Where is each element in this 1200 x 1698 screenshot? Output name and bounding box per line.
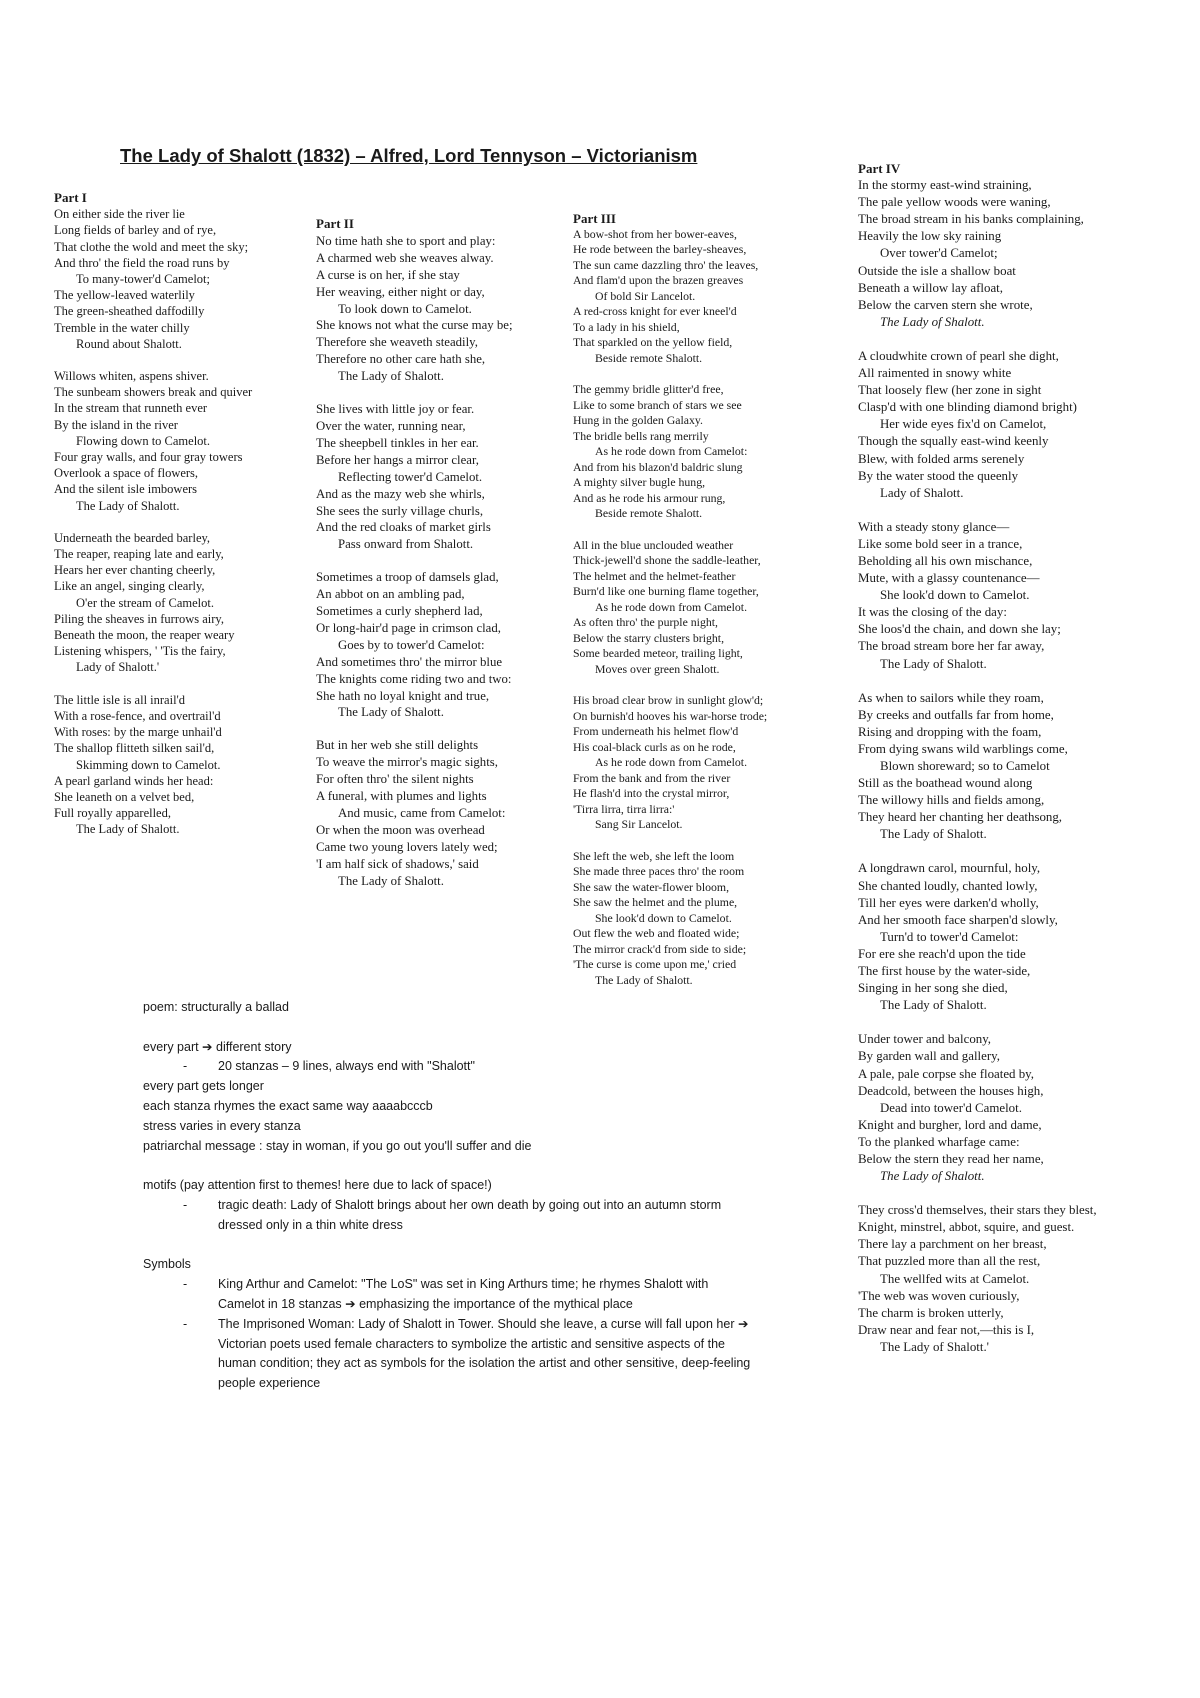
- poem-line: To look down to Camelot.: [338, 301, 472, 316]
- poem-line: Draw near and fear not,—this is I,: [858, 1322, 1035, 1337]
- poem-line: Beholding all his own mischance,: [858, 553, 1033, 568]
- poem-line: And flam'd upon the brazen greaves: [573, 273, 744, 287]
- poem-line: The broad stream bore her far away,: [858, 639, 1045, 654]
- poem-line: And as the mazy web she whirls,: [316, 486, 485, 501]
- poem-line: On either side the river lie: [54, 207, 185, 222]
- poem-line: She left the web, she left the loom: [573, 848, 735, 863]
- poem-line: In the stormy east-wind straining,: [858, 178, 1032, 193]
- poem-line: A cloudwhite crown of pearl she dight,: [858, 348, 1059, 363]
- stanza: [316, 569, 513, 721]
- poem-line: By the island in the river: [54, 417, 178, 432]
- poem-part-3: [573, 211, 767, 1004]
- poem-line: Outside the isle a shallow boat: [858, 263, 1016, 278]
- poem-line: A bow-shot from her bower-eaves,: [573, 226, 737, 241]
- page-title: The Lady of Shalott (1832) – Alfred, Lord Tennyson – Victorianism: [120, 145, 698, 166]
- poem-line: To a lady in his shield,: [573, 319, 680, 334]
- poem-line: Underneath the bearded barley,: [54, 530, 211, 545]
- poem-line: The first house by the water-side,: [858, 964, 1031, 979]
- poem-line: She saw the water-flower bloom,: [573, 879, 730, 894]
- poem-line: The Lady of Shalott.': [880, 1339, 990, 1354]
- poem-line: A longdrawn carol, mournful, holy,: [858, 861, 1041, 876]
- poem-line: The gemmy bridle glitter'd free,: [573, 382, 724, 396]
- poem-line: The green-sheathed daffodilly: [54, 304, 205, 319]
- poem-line: And the red cloaks of market girls: [316, 520, 491, 535]
- poem-line: He rode between the barley-sheaves,: [573, 242, 747, 256]
- poem-line: And the silent isle imbowers: [54, 482, 198, 497]
- stanza: [573, 227, 767, 367]
- stanza: [858, 177, 1097, 331]
- poem-line: Beside remote Shalott.: [595, 350, 703, 365]
- poem-line: A curse is on her, if she stay: [316, 267, 460, 282]
- note-imprisoned-woman: The Imprisoned Woman: Lady of Shalott in Tower. Should she leave, a curse will fall upon her ➔ Victorian poets used female characters to symbolize the artistic and sensitive aspects of the human condition; they act as symbols for the isolation the artist and other sensitive, deep-feeling people experience: [218, 1316, 751, 1391]
- poem-line: A red-cross knight for ever kneel'd: [573, 304, 737, 318]
- poem-line: Piling the sheaves in furrows airy,: [54, 611, 224, 626]
- poem-line: Of bold Sir Lancelot.: [595, 288, 696, 303]
- list-item: - tragic death: Lady of Shalott brings about her own death by going out into an autumn storm dressed only in a thin white dress: [143, 1196, 843, 1236]
- poem-line: As he rode down from Camelot.: [595, 599, 748, 614]
- stanza: [858, 1202, 1097, 1356]
- study-notes: [143, 998, 843, 1394]
- poem-line: In the stream that runneth ever: [54, 401, 208, 416]
- poem-line: Flowing down to Camelot.: [76, 433, 211, 448]
- poem-line: On burnish'd hooves his war-horse trode;: [573, 708, 768, 723]
- poem-line: As often thro' the purple night,: [573, 615, 718, 629]
- poem-line: Till her eyes were darken'd wholly,: [858, 895, 1039, 910]
- poem-line: For often thro' the silent nights: [316, 772, 474, 787]
- note-rhymes: each stanza rhymes the exact same way aaaabcccb: [143, 1098, 433, 1113]
- stanza: [54, 530, 252, 676]
- poem-line: And her smooth face sharpen'd slowly,: [858, 912, 1058, 927]
- poem-line: She knows not what the curse may be;: [316, 318, 513, 333]
- poem-line: And sometimes thro' the mirror blue: [316, 654, 503, 669]
- poem-line: 'The web was woven curiously,: [858, 1288, 1020, 1303]
- poem-line: Singing in her song she died,: [858, 981, 1008, 996]
- poem-line: Hung in the golden Galaxy.: [573, 413, 703, 427]
- poem-line: As when to sailors while they roam,: [858, 690, 1044, 705]
- poem-line: Willows whiten, aspens shiver.: [54, 369, 209, 384]
- poem-line: And thro' the field the road runs by: [54, 255, 230, 270]
- poem-line: Lady of Shalott.: [880, 485, 964, 500]
- poem-line: That puzzled more than all the rest,: [858, 1254, 1041, 1269]
- part-heading: Part I: [54, 190, 87, 205]
- poem-line: She look'd down to Camelot.: [595, 910, 732, 925]
- part-heading: Part IV: [858, 161, 901, 176]
- poem-line: Pass onward from Shalott.: [338, 537, 474, 552]
- poem-line: With a rose-fence, and overtrail'd: [54, 708, 221, 723]
- poem-line: Therefore she weaveth steadily,: [316, 335, 478, 350]
- poem-line: The reaper, reaping late and early,: [54, 547, 224, 562]
- poem-line: Beside remote Shalott.: [595, 506, 703, 520]
- poem-line: Still as the boathead wound along: [858, 776, 1033, 791]
- poem-line: From dying swans wild warblings come,: [858, 741, 1068, 756]
- poem-line: A pale, pale corpse she floated by,: [858, 1066, 1034, 1081]
- note-longer: every part gets longer: [143, 1079, 264, 1094]
- poem-line: She chanted loudly, chanted lowly,: [858, 878, 1038, 893]
- poem-line: Listening whispers, ' 'Tis the fairy,: [54, 644, 226, 659]
- poem-line: She sees the surly village churls,: [316, 503, 484, 518]
- poem-line: Mute, with a glassy countenance—: [858, 571, 1040, 586]
- poem-line: That loosely flew (her zone in sight: [858, 383, 1042, 398]
- part-heading: Part III: [573, 211, 616, 226]
- poem-line: Lady of Shalott.': [76, 660, 160, 675]
- poem-line: By garden wall and gallery,: [858, 1049, 1000, 1064]
- poem-line: The Lady of Shalott.: [880, 1169, 985, 1184]
- poem-line: Reflecting tower'd Camelot.: [338, 469, 483, 484]
- poem-line: Tremble in the water chilly: [54, 320, 190, 335]
- poem-line: Four gray walls, and four gray towers: [54, 450, 243, 465]
- poem-line: That sparkled on the yellow field,: [573, 335, 733, 349]
- poem-line: A funeral, with plumes and lights: [316, 789, 487, 804]
- poem-line: And music, came from Camelot:: [338, 806, 506, 820]
- poem-line: The wellfed wits at Camelot.: [880, 1271, 1030, 1286]
- poem-line: She hath no loyal knight and true,: [316, 688, 490, 703]
- poem-line: To weave the mirror's magic sights,: [316, 755, 498, 770]
- poem-line: The sunbeam showers break and quiver: [54, 385, 253, 400]
- stanza: [858, 348, 1097, 502]
- poem-line: He flash'd into the crystal mirror,: [573, 786, 730, 800]
- poem-line: Under tower and balcony,: [858, 1032, 992, 1047]
- poem-line: The Lady of Shalott.: [338, 369, 444, 384]
- poem-line: A charmed web she weaves alway.: [316, 250, 494, 265]
- poem-line: Blew, with folded arms serenely: [858, 451, 1025, 466]
- note-list-structure: [143, 1057, 843, 1077]
- stanza: [54, 692, 252, 838]
- poem-line: The Lady of Shalott.: [595, 972, 693, 987]
- poem-line: She lives with little joy or fear.: [316, 402, 475, 417]
- poem-line: Sang Sir Lancelot.: [595, 817, 683, 831]
- poem-line: The broad stream in his banks complaining,: [858, 212, 1084, 227]
- poem-line: Heavily the low sky raining: [858, 229, 1002, 244]
- symbols-heading: Symbols: [143, 1257, 191, 1272]
- poem-line: Though the squally east-wind keenly: [858, 434, 1049, 449]
- poem-line: Below the stern they read her name,: [858, 1151, 1044, 1166]
- poem-line: From the bank and from the river: [573, 770, 731, 785]
- poem-line: By creeks and outfalls far from home,: [858, 707, 1054, 722]
- poem-line: 'Tirra lirra, tirra lirra:': [573, 801, 675, 816]
- poem-line: But in her web she still delights: [316, 738, 479, 753]
- poem-line: Hears her ever chanting cheerly,: [54, 563, 216, 578]
- poem-line: Rising and dropping with the foam,: [858, 724, 1042, 739]
- poem-line: Knight, minstrel, abbot, squire, and guest.: [858, 1220, 1075, 1235]
- note-tragic-death: tragic death: Lady of Shalott brings about her own death by going out into an autumn storm dressed only in a thin white dress: [218, 1197, 722, 1232]
- note-stanzas: 20 stanzas – 9 lines, always end with "Shalott": [218, 1059, 475, 1074]
- poem-line: Knight and burgher, lord and dame,: [858, 1117, 1042, 1132]
- symbols-list: [143, 1275, 843, 1394]
- poem-line: She look'd down to Camelot.: [880, 588, 1030, 603]
- stanza: [858, 1031, 1097, 1185]
- stanza: [858, 519, 1097, 673]
- poem-line: She made three paces thro' the room: [573, 864, 745, 878]
- note-patriarchal: patriarchal message : stay in woman, if you go out you'll suffer and die: [143, 1138, 532, 1153]
- poem-line: The Lady of Shalott.: [880, 656, 987, 671]
- stanza: [573, 849, 767, 989]
- note-ballad: poem: structurally a ballad: [143, 1000, 289, 1014]
- poem-line: The Lady of Shalott.: [338, 705, 444, 720]
- poem-line: The pale yellow woods were waning,: [858, 195, 1051, 210]
- poem-line: Overlook a space of flowers,: [54, 466, 199, 481]
- poem-line: The mirror crack'd from side to side;: [573, 941, 747, 956]
- poem-line: Beneath a willow lay afloat,: [858, 280, 1003, 295]
- poem-line: Beneath the moon, the reaper weary: [54, 628, 235, 643]
- poem-line: The Lady of Shalott.: [880, 998, 987, 1013]
- part-heading: Part II: [316, 216, 354, 231]
- motifs-list: [143, 1196, 843, 1236]
- poem-line: The bridle bells rang merrily: [573, 428, 709, 443]
- poem-line: 'I am half sick of shadows,' said: [316, 856, 479, 871]
- note-every-part: every part ➔ different story: [143, 1039, 292, 1054]
- stanza: [316, 401, 513, 553]
- stanza: [54, 368, 252, 514]
- stanza: [573, 538, 767, 678]
- poem-line: Or when the moon was overhead: [316, 822, 485, 837]
- poem-line: Clasp'd with one blinding diamond bright): [858, 400, 1077, 415]
- stanza: [858, 690, 1097, 844]
- poem-line: As he rode down from Camelot:: [595, 444, 748, 458]
- poem-line: An abbot on an ambling pad,: [316, 587, 465, 602]
- poem-line: The little isle is all inrail'd: [54, 692, 186, 707]
- poem-line: From underneath his helmet flow'd: [573, 724, 739, 738]
- poem-line: Below the starry clusters bright,: [573, 630, 725, 645]
- poem-line: All raimented in snowy white: [858, 366, 1012, 381]
- poem-line: Full royally apparelled,: [54, 806, 171, 821]
- poem-line: Thick-jewell'd shone the saddle-leather,: [573, 553, 761, 567]
- stanza: [573, 382, 767, 522]
- poem-line: Long fields of barley and of rye,: [54, 223, 217, 238]
- motifs-heading: motifs (pay attention first to themes! here due to lack of space!): [143, 1178, 492, 1193]
- poem-line: The yellow-leaved waterlily: [54, 288, 195, 303]
- poem-line: Sometimes a curly shepherd lad,: [316, 604, 483, 619]
- poem-line: All in the blue unclouded weather: [573, 537, 734, 552]
- poem-line: To the planked wharfage came:: [858, 1134, 1020, 1149]
- poem-line: Like some bold seer in a trance,: [858, 536, 1023, 551]
- poem-line: A pearl garland winds her head:: [54, 773, 214, 788]
- poem-line: They cross'd themselves, their stars they blest,: [858, 1203, 1097, 1218]
- poem-line: As he rode down from Camelot.: [595, 755, 748, 769]
- stanza: [858, 860, 1097, 1014]
- poem-line: The Lady of Shalott.: [880, 827, 987, 842]
- poem-line: Moves over green Shalott.: [595, 661, 720, 676]
- poem-line: 'The curse is come upon me,' cried: [573, 957, 737, 971]
- poem-line: The knights come riding two and two:: [316, 671, 512, 686]
- poem-part-2: [316, 216, 513, 906]
- poem-line: Blown shoreward; so to Camelot: [880, 759, 1050, 773]
- poem-line: Out flew the web and floated wide;: [573, 926, 740, 940]
- poem-line: To many-tower'd Camelot;: [76, 272, 210, 287]
- poem-line: Like an angel, singing clearly,: [54, 579, 205, 594]
- poem-line: Over tower'd Camelot;: [880, 246, 998, 261]
- stanza: [54, 206, 252, 352]
- list-item: - The Imprisoned Woman: Lady of Shalott in Tower. Should she leave, a curse will fall upon her ➔ Victorian poets used female characters to symbolize the artistic and sensitive aspects of the human condition; they act as symbols for the isolation the artist and other sensitive, deep-feeling people experience: [143, 1315, 843, 1394]
- poem-line: That clothe the wold and meet the sky;: [54, 239, 249, 254]
- poem-line: There lay a parchment on her breast,: [858, 1237, 1047, 1252]
- poem-line: Round about Shalott.: [76, 336, 182, 351]
- poem-line: For ere she reach'd upon the tide: [858, 946, 1026, 961]
- poem-line: Like to some branch of stars we see: [573, 397, 742, 412]
- poem-line: His broad clear brow in sunlight glow'd;: [573, 693, 764, 707]
- poem-line: Her wide eyes fix'd on Camelot,: [880, 417, 1047, 432]
- poem-part-4: [858, 160, 1097, 1373]
- poem-line: The Lady of Shalott.: [76, 822, 180, 837]
- poem-line: A mighty silver bugle hung,: [573, 475, 706, 489]
- poem-line: Over the water, running near,: [316, 418, 466, 433]
- poem-line: The shallop flitteth silken sail'd,: [54, 741, 215, 756]
- poem-line: Or long-hair'd page in crimson clad,: [316, 620, 501, 635]
- poem-line: They heard her chanting her deathsong,: [858, 810, 1063, 825]
- poem-line: The charm is broken utterly,: [858, 1305, 1004, 1320]
- poem-line: The helmet and the helmet-feather: [573, 568, 736, 583]
- note-stress: stress varies in every stanza: [143, 1118, 301, 1133]
- poem-line: The Lady of Shalott.: [338, 873, 444, 888]
- stanza: [316, 737, 513, 889]
- poem-line: Skimming down to Camelot.: [76, 757, 221, 772]
- poem-line: She leaneth on a velvet bed,: [54, 789, 195, 804]
- poem-line: Before her hangs a mirror clear,: [316, 452, 479, 467]
- poem-line: Below the carven stern she wrote,: [858, 297, 1033, 312]
- poem-line: Sometimes a troop of damsels glad,: [316, 570, 499, 585]
- poem-line: She loos'd the chain, and down she lay;: [858, 622, 1061, 637]
- poem-line: O'er the stream of Camelot.: [76, 595, 214, 610]
- poem-line: The sun came dazzling thro' the leaves,: [573, 257, 759, 272]
- poem-line: With a steady stony glance—: [858, 519, 1010, 534]
- poem-line: And from his blazon'd baldric slung: [573, 459, 743, 474]
- stanza: [573, 693, 767, 833]
- poem-line: The sheepbell tinkles in her ear.: [316, 435, 479, 450]
- list-item: - King Arthur and Camelot: "The LoS" was set in King Arthurs time; he rhymes Shalott with Camelot in 18 stanzas ➔ emphasizing the importance of the mythical place: [143, 1275, 843, 1315]
- poem-line: The Lady of Shalott.: [880, 314, 985, 329]
- poem-line: She saw the helmet and the plume,: [573, 895, 738, 909]
- poem-line: Her weaving, either night or day,: [316, 284, 485, 299]
- poem-line: It was the closing of the day:: [858, 605, 1007, 620]
- poem-line: Turn'd to tower'd Camelot:: [880, 929, 1019, 944]
- poem-line: Deadcold, between the houses high,: [858, 1083, 1044, 1098]
- poem-line: Goes by to tower'd Camelot:: [338, 637, 485, 652]
- poem-line: Came two young lovers lately wed;: [316, 839, 498, 854]
- poem-line: Dead into tower'd Camelot.: [880, 1100, 1022, 1115]
- poem-line: The Lady of Shalott.: [76, 498, 180, 513]
- poem-line: And as he rode his armour rung,: [573, 490, 726, 505]
- poem-line: With roses: by the marge unhail'd: [54, 725, 222, 740]
- poem-line: By the water stood the queenly: [858, 468, 1019, 483]
- poem-line: Therefore no other care hath she,: [316, 352, 486, 367]
- note-king-arthur: King Arthur and Camelot: "The LoS" was set in King Arthurs time; he rhymes Shalott with Camelot in 18 stanzas ➔ emphasizing the importance of the mythical place: [218, 1277, 709, 1311]
- poem-line: The willowy hills and fields among,: [858, 793, 1045, 808]
- poem-line: Some bearded meteor, trailing light,: [573, 646, 743, 660]
- poem-line: No time hath she to sport and play:: [316, 233, 496, 248]
- list-item: - 20 stanzas – 9 lines, always end with "Shalott": [143, 1057, 843, 1077]
- stanza: [316, 233, 513, 385]
- poem-part-1: [54, 190, 252, 854]
- poem-line: His coal-black curls as on he rode,: [573, 739, 736, 754]
- poem-line: Burn'd like one burning flame together,: [573, 584, 759, 598]
